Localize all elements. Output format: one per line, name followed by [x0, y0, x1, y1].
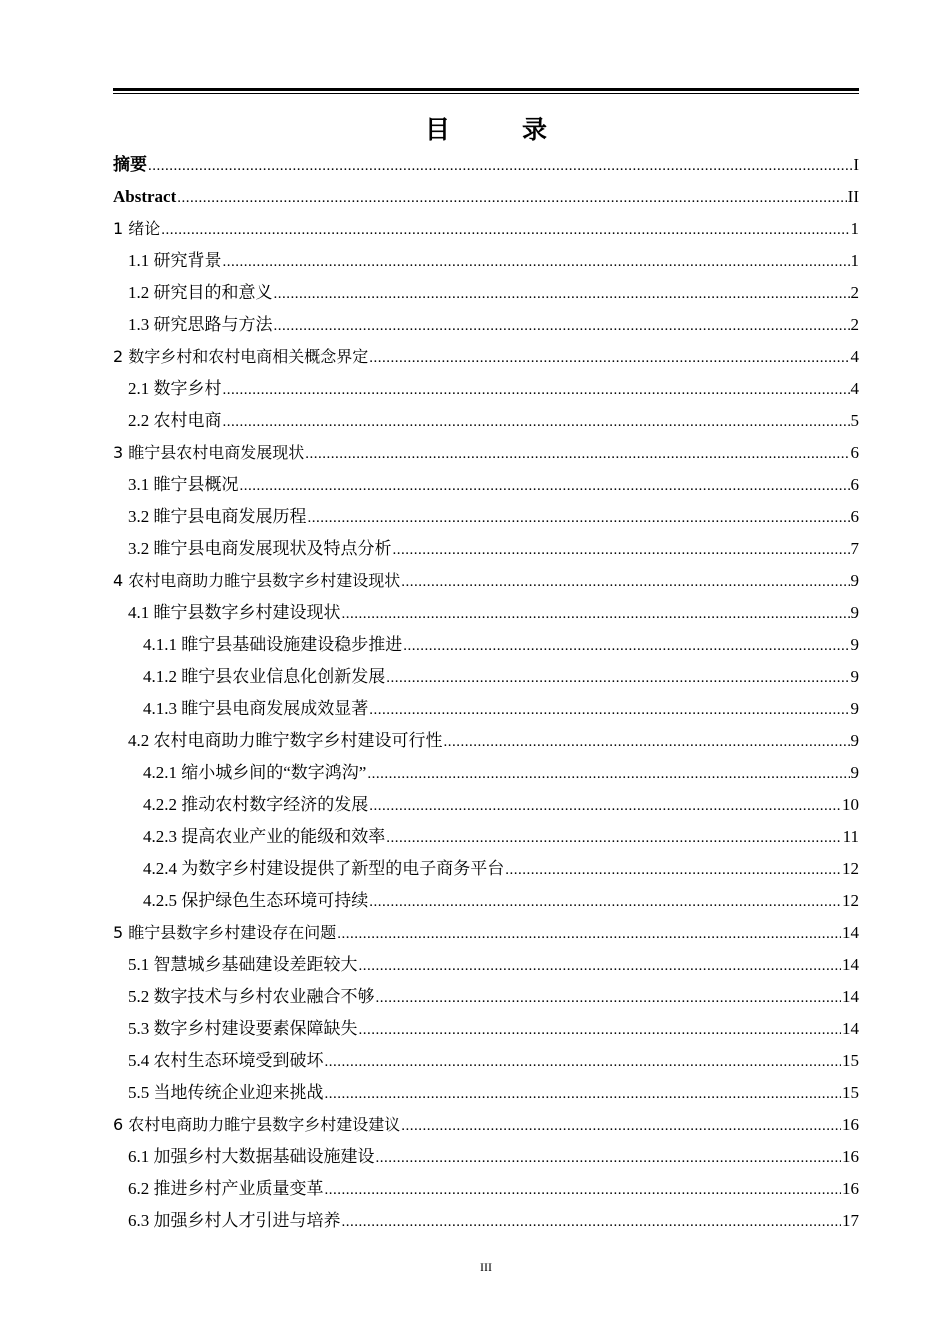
- toc-dot-leader: [308, 501, 850, 534]
- toc-dot-leader: [223, 405, 850, 438]
- toc-entry-page: 10: [842, 795, 859, 814]
- toc-entry-label: 5.4 农村生态环境受到破坏: [128, 1051, 324, 1070]
- toc-entry-page: 9: [850, 699, 859, 718]
- toc-dot-leader: [240, 469, 850, 502]
- toc-entry-page: 15: [842, 1083, 859, 1102]
- toc-entry-label: 3.1 睢宁县概况: [128, 475, 239, 494]
- toc-dot-leader: [386, 661, 849, 694]
- toc-entry-page: 6: [850, 475, 859, 494]
- toc-entry-label: 摘要: [113, 155, 147, 174]
- toc-entry-page: 16: [842, 1115, 859, 1134]
- toc-dot-leader: [376, 1141, 842, 1174]
- toc-entry-label: 1.3 研究思路与方法: [128, 315, 273, 334]
- toc-dot-leader: [401, 1109, 841, 1142]
- toc-entry[interactable]: [113, 949, 859, 981]
- toc-entry-page: 9: [850, 571, 859, 590]
- toc-dot-leader: [359, 1013, 842, 1046]
- toc-entry-page: 6: [850, 443, 859, 462]
- toc-entry-label: 4.2.3 提高农业产业的能级和效率: [143, 827, 386, 846]
- toc-entry[interactable]: [113, 533, 859, 565]
- toc-entry-label: 3 睢宁县农村电商发展现状: [113, 443, 305, 462]
- toc-entry-page: 11: [842, 827, 859, 846]
- toc-entry-page: II: [847, 187, 859, 206]
- toc-entry-page: 6: [850, 507, 859, 526]
- toc-entry[interactable]: [113, 917, 859, 949]
- toc-entry[interactable]: [113, 1141, 859, 1173]
- toc-dot-leader: [161, 213, 849, 246]
- toc-entry[interactable]: [113, 757, 859, 789]
- title-char-right: 录: [522, 115, 548, 144]
- toc-entry-label: 5.5 当地传统企业迎来挑战: [128, 1083, 324, 1102]
- toc-entry-label: 3.2 睢宁县电商发展现状及特点分析: [128, 539, 392, 558]
- toc-dot-leader: [337, 917, 841, 950]
- header-rule-thick: [113, 88, 859, 91]
- toc-entry-page: 9: [850, 731, 859, 750]
- toc-dot-leader: [444, 725, 850, 758]
- toc-entry-page: 1: [850, 251, 859, 270]
- toc-entry[interactable]: [113, 725, 859, 757]
- toc-entry[interactable]: [113, 1077, 859, 1109]
- toc-entry[interactable]: [113, 661, 859, 693]
- toc-entry[interactable]: [113, 405, 859, 437]
- toc-dot-leader: [393, 533, 850, 566]
- toc-entry-page: 9: [850, 667, 859, 686]
- page-title: [113, 112, 859, 148]
- toc-entry-page: 12: [842, 859, 859, 878]
- toc-entry[interactable]: [113, 341, 859, 373]
- toc-entry-page: 16: [842, 1147, 859, 1166]
- toc-dot-leader: [325, 1045, 842, 1078]
- toc-entry-page: 14: [842, 923, 859, 942]
- toc-dot-leader: [342, 1205, 842, 1238]
- toc-entry-page: 12: [842, 891, 859, 910]
- toc-entry-page: 14: [842, 987, 859, 1006]
- toc-dot-leader: [386, 821, 841, 854]
- toc-entry[interactable]: [113, 1045, 859, 1077]
- toc-entry[interactable]: [113, 597, 859, 629]
- toc-entry[interactable]: [113, 853, 859, 885]
- toc-entry[interactable]: [113, 885, 859, 917]
- toc-entry-label: 4.2 农村电商助力睢宁数字乡村建设可行性: [128, 731, 443, 750]
- toc-entry-page: 7: [850, 539, 859, 558]
- toc-entry-label: 6.2 推进乡村产业质量变革: [128, 1179, 324, 1198]
- toc-dot-leader: [223, 245, 850, 278]
- toc-entry-page: 5: [850, 411, 859, 430]
- toc-entry-label: 3.2 睢宁县电商发展历程: [128, 507, 307, 526]
- toc-entry[interactable]: [113, 501, 859, 533]
- toc-entry-page: 14: [842, 1019, 859, 1038]
- toc-entry[interactable]: [113, 629, 859, 661]
- toc-entry-label: 6 农村电商助力睢宁县数字乡村建设建议: [113, 1115, 401, 1134]
- toc-entry[interactable]: [113, 181, 859, 213]
- toc-dot-leader: [305, 437, 849, 470]
- toc-entry-page: 9: [850, 635, 859, 654]
- toc-entry-label: 1.2 研究目的和意义: [128, 283, 273, 302]
- toc-entry-label: 4.2.4 为数字乡村建设提供了新型的电子商务平台: [143, 859, 505, 878]
- toc-entry-label: 5.3 数字乡村建设要素保障缺失: [128, 1019, 358, 1038]
- toc-dot-leader: [369, 341, 849, 374]
- toc-entry[interactable]: [113, 1205, 859, 1237]
- toc-entry[interactable]: [113, 213, 859, 245]
- toc-entry-label: 6.1 加强乡村大数据基础设施建设: [128, 1147, 375, 1166]
- toc-dot-leader: [369, 693, 849, 726]
- toc-entry[interactable]: [113, 309, 859, 341]
- header-rule-thin: [113, 93, 859, 94]
- toc-dot-leader: [376, 981, 842, 1014]
- toc-entry-label: 4.2.2 推动农村数字经济的发展: [143, 795, 369, 814]
- toc-dot-leader: [342, 597, 850, 630]
- table-of-contents: [113, 149, 859, 1237]
- toc-entry-label: 2.1 数字乡村: [128, 379, 222, 398]
- toc-dot-leader: [223, 373, 850, 406]
- toc-dot-leader: [403, 629, 849, 662]
- toc-entry-label: Abstract: [113, 187, 177, 206]
- toc-entry-label: 4.1.3 睢宁县电商发展成效显著: [143, 699, 369, 718]
- toc-dot-leader: [325, 1077, 842, 1110]
- toc-entry-label: 1.1 研究背景: [128, 251, 222, 270]
- toc-dot-leader: [177, 181, 846, 214]
- toc-entry[interactable]: [113, 1013, 859, 1045]
- page-number: III: [480, 1260, 492, 1274]
- toc-entry-page: 14: [842, 955, 859, 974]
- toc-dot-leader: [274, 309, 850, 342]
- toc-entry-label: 5.1 智慧城乡基础建设差距较大: [128, 955, 358, 974]
- toc-entry[interactable]: [113, 693, 859, 725]
- toc-entry-label: 5.2 数字技术与乡村农业融合不够: [128, 987, 375, 1006]
- toc-entry-page: 9: [850, 603, 859, 622]
- toc-entry[interactable]: [113, 821, 859, 853]
- toc-entry-label: 5 睢宁县数字乡村建设存在问题: [113, 923, 337, 942]
- toc-entry-page: 4: [850, 379, 859, 398]
- toc-dot-leader: [148, 149, 852, 182]
- toc-dot-leader: [359, 949, 842, 982]
- toc-entry-label: 6.3 加强乡村人才引进与培养: [128, 1211, 341, 1230]
- title-char-left: 目: [424, 115, 450, 144]
- toc-dot-leader: [401, 565, 849, 598]
- toc-entry-page: 16: [842, 1179, 859, 1198]
- toc-entry-page: 9: [850, 763, 859, 782]
- toc-entry-page: 2: [850, 283, 859, 302]
- toc-entry-label: 4.1.1 睢宁县基础设施建设稳步推进: [143, 635, 403, 654]
- toc-dot-leader: [369, 789, 841, 822]
- toc-entry-label: 4 农村电商助力睢宁县数字乡村建设现状: [113, 571, 401, 590]
- toc-entry-label: 4.2.5 保护绿色生态环境可持续: [143, 891, 369, 910]
- toc-dot-leader: [325, 1173, 842, 1206]
- toc-entry-page: 2: [850, 315, 859, 334]
- toc-entry-page: 17: [842, 1211, 859, 1230]
- toc-entry[interactable]: [113, 469, 859, 501]
- toc-entry[interactable]: [113, 1173, 859, 1205]
- toc-entry[interactable]: [113, 1109, 859, 1141]
- toc-entry-page: I: [853, 155, 859, 174]
- toc-dot-leader: [369, 885, 841, 918]
- toc-entry-label: 4.1.2 睢宁县农业信息化创新发展: [143, 667, 386, 686]
- toc-entry-label: 2 数字乡村和农村电商相关概念界定: [113, 347, 369, 366]
- toc-entry-label: 4.2.1 缩小城乡间的“数字鸿沟”: [143, 763, 367, 782]
- toc-entry-page: 4: [850, 347, 859, 366]
- toc-entry[interactable]: [113, 437, 859, 469]
- toc-entry-page: 1: [850, 219, 859, 238]
- toc-entry-label: 1 绪论: [113, 219, 161, 238]
- toc-entry-page: 15: [842, 1051, 859, 1070]
- toc-dot-leader: [274, 277, 850, 310]
- toc-dot-leader: [367, 757, 849, 790]
- toc-entry[interactable]: [113, 277, 859, 309]
- toc-dot-leader: [505, 853, 841, 886]
- toc-entry[interactable]: [113, 149, 859, 181]
- toc-entry[interactable]: [113, 981, 859, 1013]
- toc-entry[interactable]: [113, 245, 859, 277]
- toc-entry[interactable]: [113, 565, 859, 597]
- toc-entry-label: 2.2 农村电商: [128, 411, 222, 430]
- toc-entry[interactable]: [113, 789, 859, 821]
- toc-entry[interactable]: [113, 373, 859, 405]
- toc-entry-label: 4.1 睢宁县数字乡村建设现状: [128, 603, 341, 622]
